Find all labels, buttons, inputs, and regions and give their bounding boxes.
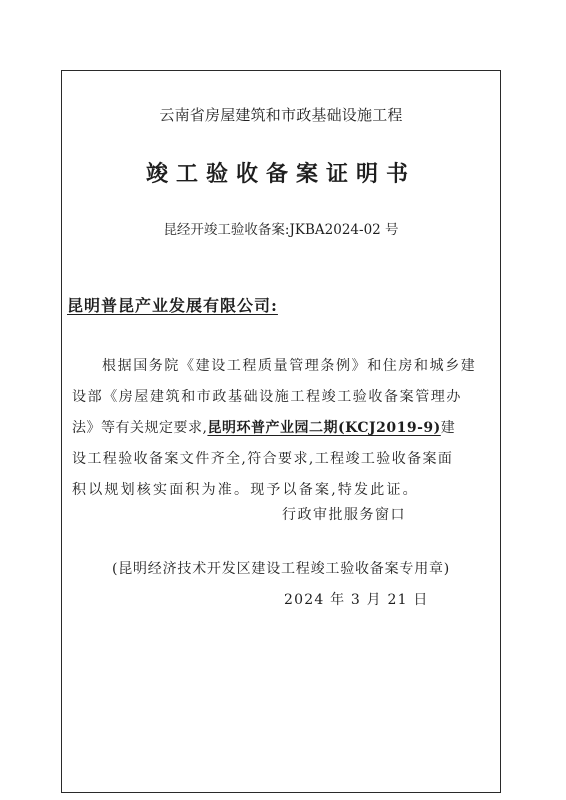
addressee: 昆明普昆产业发展有限公司: [67,296,278,315]
project-name: 昆明环普产业园二期(KCJ2019-9) [207,420,441,436]
body-line-5: 积以规划核实面积为准。现予以备案,特发此证。 [72,482,419,498]
issuing-office: 行政审批服务窗口 [282,507,406,523]
document-title: 竣工验收备案证明书 [145,161,416,187]
reference-number: 昆经开竣工验收备案:JKBA2024-02 号 [163,222,399,238]
certificate-frame [61,70,501,793]
body-line-4: 设工程验收备案文件齐全,符合要求,工程竣工验收备案面 [72,451,454,467]
body-line-1: 根据国务院《建设工程质量管理条例》和住房和城乡建 [102,358,477,374]
body-line-2: 设部《房屋建筑和市政基础设施工程竣工验收备案管理办 [72,389,462,405]
body-line-3 [72,417,455,437]
body-line-3-after: 建 [440,420,456,436]
document-header: 云南省房屋建筑和市政基础设施工程 [159,106,403,124]
issue-date: 2024 年 3 月 21 日 [284,592,429,608]
body-line-3-before: 法》等有关规定要求, [72,420,208,436]
stamp-note: (昆明经济技术开发区建设工程竣工验收备案专用章) [111,561,451,577]
